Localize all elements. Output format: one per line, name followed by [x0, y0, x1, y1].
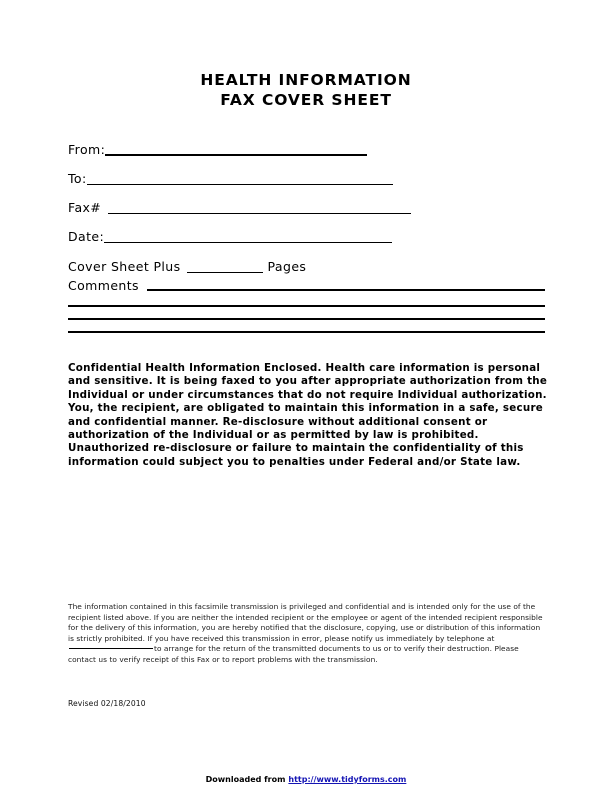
to-label: To: — [68, 171, 87, 186]
field-row-to — [68, 159, 548, 188]
to-input-line[interactable] — [87, 184, 393, 185]
field-row-from — [68, 130, 548, 159]
field-row-fax — [68, 188, 548, 217]
fax-input-line[interactable] — [108, 213, 411, 214]
legal-notice — [68, 602, 548, 666]
date-input-line[interactable] — [104, 242, 392, 243]
form-fields — [68, 130, 548, 276]
comments-section — [68, 277, 545, 333]
revised-date: Revised 02/18/2010 — [68, 699, 146, 708]
comments-input-line-3[interactable] — [68, 318, 545, 320]
field-row-cover-sheet-pages — [68, 246, 548, 276]
comments-input-line-2[interactable] — [68, 305, 545, 307]
telephone-input-line[interactable] — [69, 648, 153, 649]
fax-label: Fax# — [68, 200, 102, 215]
cover-sheet-suffix-label: Pages — [267, 259, 307, 274]
legal-notice-part-2: to arrange for the return of the transmitted documents to us or to verify their destruction. Please contact us to verify receipt of this Fax or to report problems with the transmission. — [68, 644, 519, 664]
from-label: From: — [68, 142, 106, 157]
comments-label: Comments — [68, 278, 139, 293]
from-input-line[interactable] — [105, 154, 367, 156]
footer-label: Downloaded from — [205, 775, 286, 784]
footer — [0, 775, 612, 784]
title-line-2: FAX COVER SHEET — [220, 91, 392, 109]
comments-input-line-4[interactable] — [68, 331, 545, 333]
field-row-date — [68, 217, 548, 246]
date-label: Date: — [68, 229, 105, 244]
cover-sheet-prefix-label: Cover Sheet Plus — [68, 259, 181, 274]
title-line-1: HEALTH INFORMATION — [200, 71, 412, 89]
legal-notice-part-1: The information contained in this facsimile transmission is privileged and confidential and is intended only for the use of the recipient listed above. If you are neither the intended recipient or the employee or agent of the intended recipient responsible for the delivery of this information, you are hereby notified that the disclosure, copying, use or distribution of this information is strictly prohibited. If you have received this transmission in error, please notify us immediately by telephone at — [68, 602, 543, 643]
page-title — [0, 70, 612, 110]
confidentiality-notice: Confidential Health Information Enclosed. Health care information is personal and sensitive. It is being faxed to you after appropriate authorization from the Individual or under circumstances that do not require Individual authorization. You, the recipient, are obligated to maintain this information in a safe, secure and confidential manner. Re-disclosure without additional consent or authorization of the Individual or as permitted by law is prohibited. Unauthorized re-disclosure or failure to maintain the confidentiality of this information could subject you to penalties under Federal and/or State law. — [68, 362, 548, 468]
pages-count-input-line[interactable] — [187, 272, 263, 273]
comments-header-row — [68, 277, 545, 294]
comments-input-line-1[interactable] — [147, 289, 545, 291]
footer-source-link[interactable]: http://www.tidyforms.com — [288, 775, 407, 784]
